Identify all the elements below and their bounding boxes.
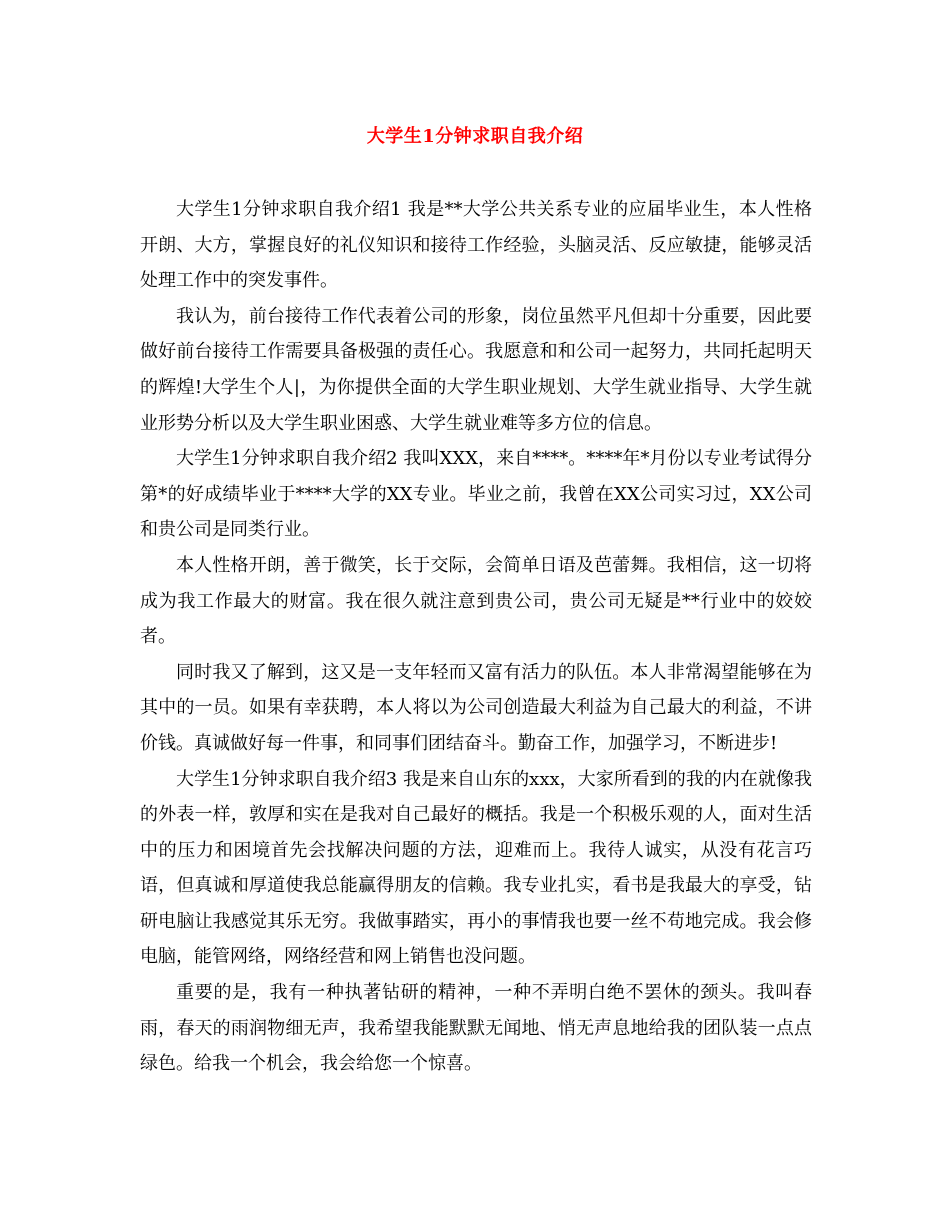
- paragraph-7: 重要的是，我有一种执著钻研的精神，一种不弄明白绝不罢休的颈头。我叫春雨，春天的雨润物细无声，我希望我能默默无闻地、悄无声息地给我的团队装一点点绿色。给我一个机会，我会给您一个惊喜。: [140, 982, 812, 1075]
- paragraph-6: 大学生1分钟求职自我介绍3 我是来自山东的xxx，大家所看到的我的内在就像我的外表一样，敦厚和实在是我对自己最好的概括。我是一个积极乐观的人，面对生活中的压力和困境首先会找解决问题的方法，迎难而上。我待人诚实，从没有花言巧语，但真诚和厚道使我总能赢得朋友的信赖。我专业扎实，看书是我最大的享受，钻研电脑让我感觉其乐无穷。我做事踏实，再小的事情我也要一丝不苟地完成。我会修电脑，能管网络，网络经营和网上销售也没问题。: [140, 768, 812, 968]
- paragraph-5: 同时我又了解到，这又是一支年轻而又富有活力的队伍。本人非常渴望能够在为其中的一员。如果有幸获聘，本人将以为公司创造最大利益为自己最大的利益，不讲价钱。真诚做好每一件事，和同事们团结奋斗。勤奋工作，加强学习，不断进步!: [140, 661, 812, 754]
- paragraph-3: 大学生1分钟求职自我介绍2 我叫XXX，来自****。****年*月份以专业考试得分第*的好成绩毕业于****大学的XX专业。毕业之前，我曾在XX公司实习过，XX公司和贵公司是同类行业。: [140, 448, 812, 541]
- document-title: 大学生1分钟求职自我介绍: [366, 126, 584, 147]
- paragraph-2: 我认为，前台接待工作代表着公司的形象，岗位虽然平凡但却十分重要，因此要做好前台接待工作需要具备极强的责任心。我愿意和和公司一起努力，共同托起明天的辉煌!大学生个人|，为你提供全面的大学生职业规划、大学生就业指导、大学生就业形势分析以及大学生职业困惑、大学生就业难等多方位的信息。: [140, 305, 812, 434]
- paragraph-4: 本人性格开朗，善于微笑，长于交际，会简单日语及芭蕾舞。我相信，这一切将成为我工作最大的财富。我在很久就注意到贵公司，贵公司无疑是**行业中的姣姣者。: [140, 554, 812, 648]
- paragraph-1: 大学生1分钟求职自我介绍1 我是**大学公共关系专业的应届毕业生，本人性格开朗、大方，掌握良好的礼仪知识和接待工作经验，头脑灵活、反应敏捷，能够灵活处理工作中的突发事件。: [140, 199, 812, 292]
- document-body: [140, 192, 812, 1082]
